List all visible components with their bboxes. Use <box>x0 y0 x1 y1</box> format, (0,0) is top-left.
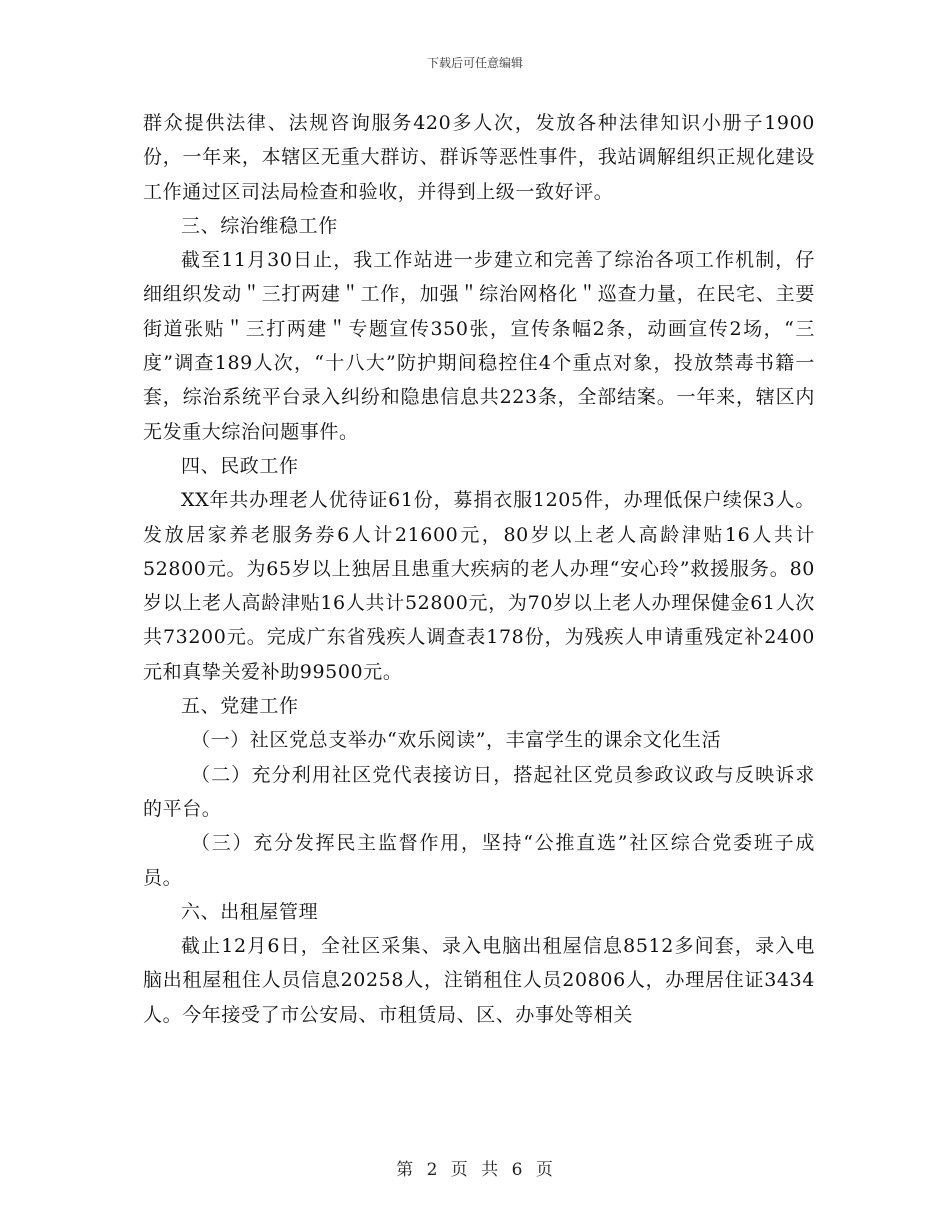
party-item-3: （三）充分发挥民主监督作用，坚持“公推直选”社区综合党委班子成员。 <box>143 832 815 889</box>
section-heading-5: 五、党建工作 <box>181 695 299 718</box>
section-heading-4: 四、民政工作 <box>181 454 299 477</box>
section-heading-6: 六、出租屋管理 <box>181 900 319 923</box>
section-heading-3: 三、综治维稳工作 <box>181 214 338 237</box>
page-footer: 第 2 页 共 6 页 <box>396 1160 554 1180</box>
paragraph-civil-affairs: XX年共办理老人优待证61份，募捐衣服1205件，办理低保户续保3人。发放居家养老服务券6人计21600元，80岁以上老人高龄津贴16人共计52800元。为65岁以上独居且患重大疾病的老人办理“安心玲”救援服务。80岁以上老人高龄津贴16人共计52800元，为70岁以上老人办理保健金61人次共73200元。完成广东省残疾人调查表178份，为残疾人申请重残定补2400元和真挚关爱补助99500元。 <box>143 489 815 683</box>
party-item-2: （二）充分利用社区党代表接访日，搭起社区党员参政议政与反映诉求的平台。 <box>143 763 815 820</box>
party-item-1: （一）社区党总支举办“欢乐阅读”，丰富学生的课余文化生活 <box>191 729 722 752</box>
page-header: 下载后可任意编辑 <box>426 56 523 70</box>
paragraph-legal-services: 群众提供法律、法规咨询服务420多人次，发放各种法律知识小册子1900份，一年来，本辖区无重大群访、群诉等恶性事件，我站调解组织正规化建设工作通过区司法局检查和验收，并得到上级一致好评。 <box>143 112 815 203</box>
paragraph-rental-management: 截止12月6日，全社区采集、录入电脑出租屋信息8512多间套，录入电脑出租屋租住人员信息20258人，注销租住人员20806人，办理居住证3434人。今年接受了市公安局、市租赁局、区、办事处等相关 <box>143 935 815 1026</box>
document-body <box>143 106 815 1032</box>
paragraph-stability: 截至11月30日止，我工作站进一步建立和完善了综治各项工作机制，仔细组织发动＂三打两建＂工作，加强＂综治网格化＂巡查力量，在民宅、主要街道张贴＂三打两建＂专题宣传350张，宣传条幅2条，动画宣传2场，“三度”调查189人次，“十八大”防护期间稳控住4个重点对象，投放禁毒书籍一套，综治系统平台录入纠纷和隐患信息共223条，全部结案。一年来，辖区内无发重大综治问题事件。 <box>143 249 815 443</box>
